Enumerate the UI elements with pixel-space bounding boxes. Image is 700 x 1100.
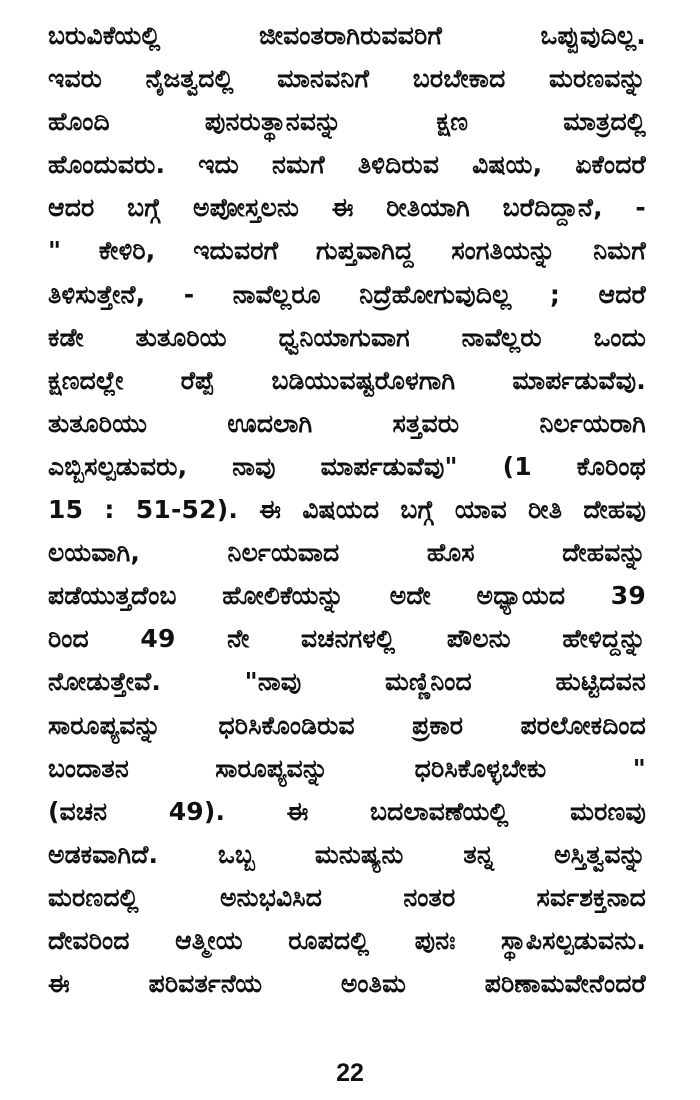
text-line-19: (ವಚನ 49). ಈ ಬದಲಾವಣೆಯಲ್ಲಿ ಮರಣವು <box>48 796 646 826</box>
text-line-14: ಪಡೆಯುತ್ತದೆಂಬ ಹೋಲಿಕೆಯನ್ನು ಅದೇ ಅಧ್ಯಾಯದ 39 <box>48 581 646 611</box>
text-line-4: ಹೊಂದುವರು. ಇದು ನಮಗೆ ತಿಳಿದಿರುವ ವಿಷಯ, ಏಕೆಂದರೆ <box>48 150 646 180</box>
text-line-1: ಬರುವಿಕೆಯಲ್ಲಿ ಜೀವಂತರಾಗಿರುವವರಿಗೆ ಒಪ್ಪುವುದಿಲ್ಲ. <box>48 21 646 50</box>
text-line-12: 15 : 51-52). ಈ ವಿಷಯದ ಬಗ್ಗೆ ಯಾವ ರೀತಿ ದೇಹವು <box>48 495 646 525</box>
text-line-15: ರಿಂದ 49 ನೇ ವಚನಗಳಲ್ಲಿ ಪೌಲನು ಹೇಳಿದ್ದನ್ನು <box>48 624 646 654</box>
text-line-7: ತಿಳಿಸುತ್ತೇನೆ, - ನಾವೆಲ್ಲರೂ ನಿದ್ರೆಹೋಗುವುದಿಲ್ಲ ; ಆದರೆ <box>48 279 646 309</box>
text-line-3: ಹೊಂದಿ ಪುನರುತ್ಥಾನವನ್ನು ಕ್ಷಣ ಮಾತ್ರದಲ್ಲಿ <box>48 107 646 137</box>
text-line-23: ಈ ಪರಿವರ್ತನೆಯ ಅಂತಿಮ ಪರಿಣಾಮವೇನೆಂದರೆ <box>48 969 646 999</box>
body-text <box>48 14 646 1005</box>
text-line-10: ತುತೂರಿಯು ಊದಲಾಗಿ ಸತ್ತವರು ನಿರ್ಲಯರಾಗಿ <box>48 408 646 438</box>
text-line-13: ಲಯವಾಗಿ, ನಿರ್ಲಯವಾದ ಹೊಸ ದೇಹವನ್ನು <box>48 538 646 568</box>
text-line-22: ದೇವರಿಂದ ಆತ್ಮೀಯ ರೂಪದಲ್ಲಿ ಪುನಃ ಸ್ಥಾಪಿಸಲ್ಪಡುವನು. <box>48 925 646 955</box>
text-line-16: ನೋಡುತ್ತೇವೆ. "ನಾವು ಮಣ್ಣಿನಿಂದ ಹುಟ್ಟಿದವನ <box>48 667 646 697</box>
text-line-20: ಅಡಕವಾಗಿದೆ. ಒಬ್ಬ ಮನುಷ್ಯನು ತನ್ನ ಅಸ್ತಿತ್ವವನ್ನು <box>48 839 646 869</box>
text-line-11: ಎಬ್ಬಿಸಲ್ಪಡುವರು, ನಾವು ಮಾರ್ಪಡುವೆವು" (1 ಕೊರಿಂಥ <box>48 451 646 481</box>
text-line-6: " ಕೇಳಿರಿ, ಇದುವರಗೆ ಗುಪ್ತವಾಗಿದ್ದ ಸಂಗತಿಯನ್ನು ನಿಮಗೆ <box>48 236 646 266</box>
text-line-9: ಕ್ಷಣದಲ್ಲೇ ರೆಪ್ಪೆ ಬಡಿಯುವಷ್ಟರೊಳಗಾಗಿ ಮಾರ್ಪಡುವೆವು. <box>48 365 646 395</box>
text-line-18: ಬಂದಾತನ ಸಾರೂಪ್ಯವನ್ನು ಧರಿಸಿಕೊಳ್ಳಬೇಕು " <box>48 753 646 783</box>
page-number: 22 <box>336 1059 364 1087</box>
text-line-17: ಸಾರೂಪ್ಯವನ್ನು ಧರಿಸಿಕೊಂಡಿರುವ ಪ್ರಕಾರ ಪರಲೋಕದಿಂದ <box>48 710 646 740</box>
text-line-5: ಆದರ ಬಗ್ಗೆ ಅಪೋಸ್ತಲನು ಈ ರೀತಿಯಾಗಿ ಬರೆದಿದ್ದಾನೆ, - <box>48 193 646 223</box>
text-line-2: ಇವರು ನೈಜತ್ವದಲ್ಲಿ ಮಾನವನಿಗೆ ಬರಬೇಕಾದ ಮರಣವನ್ನು <box>48 64 646 94</box>
text-line-21: ಮರಣದಲ್ಲಿ ಅನುಭವಿಸಿದ ನಂತರ ಸರ್ವಶಕ್ತನಾದ <box>48 882 646 912</box>
text-line-8: ಕಡೇ ತುತೂರಿಯ ಧ್ವನಿಯಾಗುವಾಗ ನಾವೆಲ್ಲರು ಒಂದು <box>48 322 646 352</box>
